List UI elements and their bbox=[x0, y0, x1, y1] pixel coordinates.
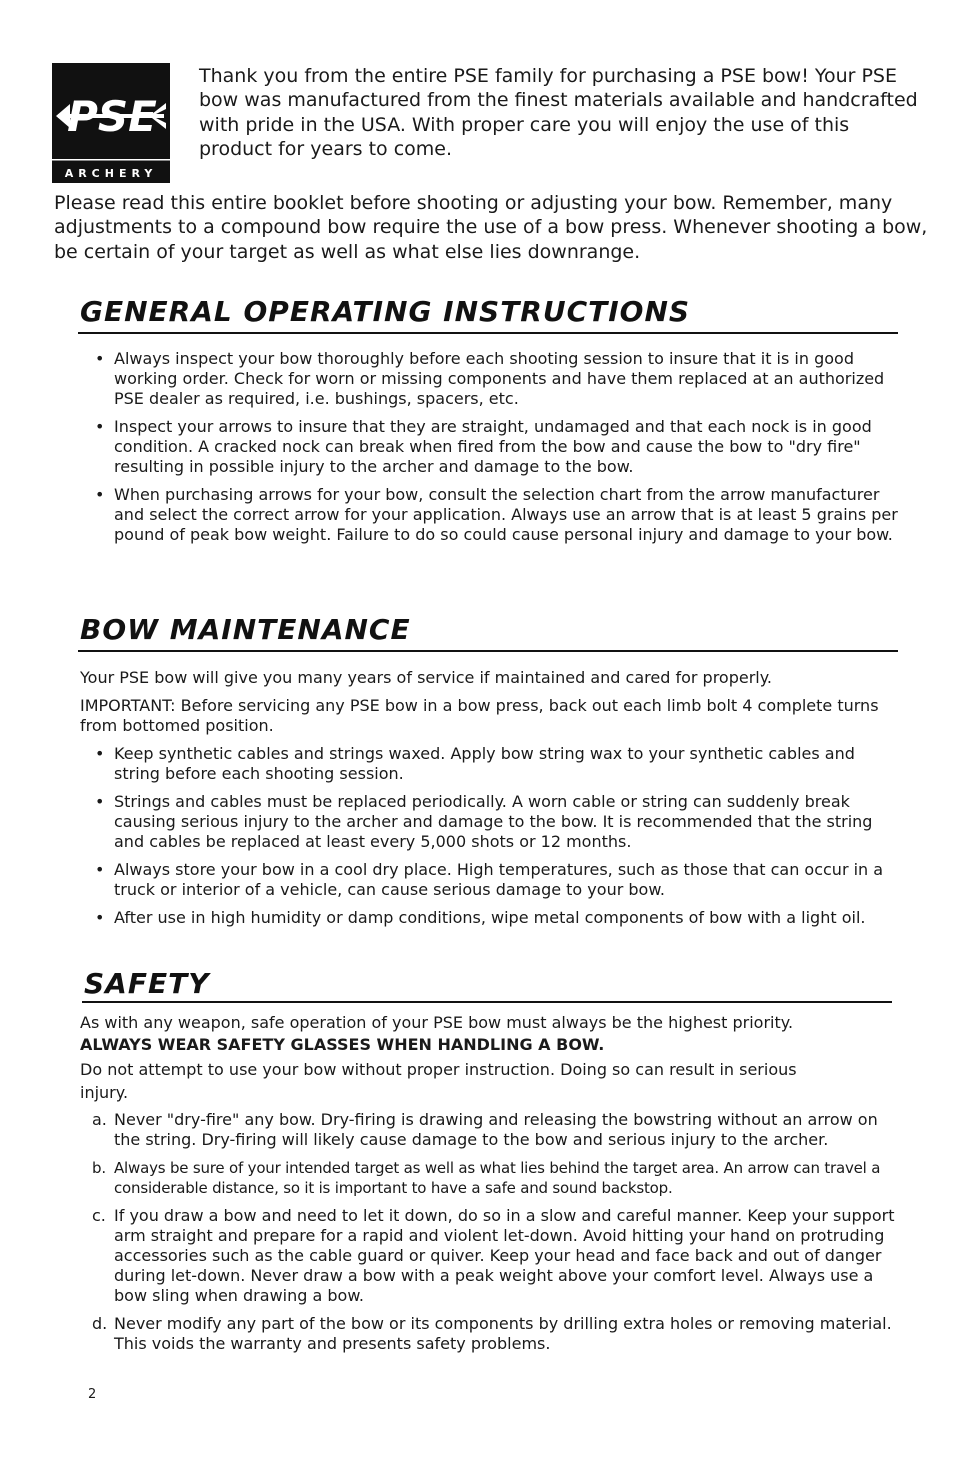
list-item-text: When purchasing arrows for your bow, consult the selection chart from the arrow manufacturer and select the correct arrow for your application. Always use an arrow that is at least 5 grains per pound of peak bow weight. Failure to do so could cause personal injury and damage to your bow. bbox=[114, 485, 898, 544]
list-item bbox=[80, 908, 900, 928]
list-item-text: Never "dry-fire" any bow. Dry-firing is drawing and releasing the bowstring without an arrow on the string. Dry-firing will likely cause damage to the bow and serious injury to the archer. bbox=[114, 1110, 878, 1149]
list-item bbox=[80, 417, 900, 477]
list-item bbox=[80, 744, 900, 784]
safety-instruction: Do not attempt to use your bow without proper instruction. Doing so can result in serious injury. bbox=[80, 1060, 797, 1102]
lead-paragraph bbox=[54, 191, 934, 264]
bullet: • bbox=[95, 417, 105, 436]
lead-text: Please read this entire booklet before shooting or adjusting your bow. Remember, many adjustments to a compound bow require the use of a bow press. Whenever shooting a bow, be certain of your target as well as what else lies downrange. bbox=[54, 192, 928, 263]
list-item bbox=[80, 1158, 900, 1198]
maintenance-block bbox=[80, 668, 900, 928]
list-item-text: Always inspect your bow thoroughly before each shooting session to insure that it is in good working order. Check for worn or missing components and have them replaced at an authorized PSE dealer as required, i.e. bushings, spacers, etc. bbox=[114, 349, 885, 408]
intro-paragraph bbox=[199, 64, 919, 161]
list-item-text: Never modify any part of the bow or its components by drilling extra holes or removing material. This voids the warranty and presents safety problems. bbox=[114, 1314, 892, 1353]
maintenance-heading: BOW MAINTENANCE bbox=[80, 613, 411, 646]
list-letter: a. bbox=[92, 1110, 107, 1129]
list-item-text: Always be sure of your intended target as well as what lies behind the target area. An arrow can travel a considerable distance, so it is important to have a safe and sound backstop. bbox=[114, 1159, 881, 1197]
list-item-text: Inspect your arrows to insure that they are straight, undamaged and that each nock is in good condition. A cracked nock can break when fired from the bow and cause the bow to "dry fire" resulting in possible injury to the archer and damage to the bow. bbox=[114, 417, 872, 476]
list-letter: d. bbox=[92, 1314, 108, 1333]
maintenance-rule bbox=[78, 650, 898, 652]
list-item-text: Always store your bow in a cool dry place. High temperatures, such as those that can occur in a truck or interior of a vehicle, can cause serious damage to your bow. bbox=[114, 860, 884, 899]
safety-block bbox=[80, 1013, 900, 1354]
list-item bbox=[80, 792, 900, 852]
safety-warning: ALWAYS WEAR SAFETY GLASSES WHEN HANDLING A BOW. bbox=[80, 1035, 605, 1054]
bullet: • bbox=[95, 792, 105, 811]
maintenance-intro: Your PSE bow will give you many years of service if maintained and cared for properly. bbox=[80, 668, 773, 687]
maintenance-list bbox=[80, 744, 900, 928]
bullet: • bbox=[95, 349, 105, 368]
general-rule bbox=[78, 332, 898, 334]
bullet: • bbox=[95, 744, 105, 763]
safety-heading: SAFETY bbox=[84, 967, 210, 1000]
list-item-text: After use in high humidity or damp conditions, wipe metal components of bow with a light oil. bbox=[114, 908, 866, 927]
logo-wordmark: PSE bbox=[67, 92, 157, 141]
list-item-text: Keep synthetic cables and strings waxed. Apply bow string wax to your synthetic cables and string before each shooting session. bbox=[114, 744, 855, 783]
bullet: • bbox=[95, 908, 105, 927]
list-letter: b. bbox=[92, 1159, 106, 1177]
general-list bbox=[80, 349, 900, 545]
list-item bbox=[80, 860, 900, 900]
safety-list bbox=[80, 1110, 900, 1354]
logo-mark bbox=[52, 63, 170, 183]
maintenance-important: IMPORTANT: Before servicing any PSE bow in a bow press, back out each limb bolt 4 complete turns from bottomed position. bbox=[80, 696, 879, 735]
safety-intro: As with any weapon, safe operation of your PSE bow must always be the highest priority. bbox=[80, 1013, 794, 1032]
list-item bbox=[80, 485, 900, 545]
intro-text: Thank you from the entire PSE family for purchasing a PSE bow! Your PSE bow was manufactured from the finest materials available and handcrafted with pride in the USA. With proper care you will enjoy the use of this product for years to come. bbox=[199, 65, 918, 160]
list-item-text: Strings and cables must be replaced periodically. A worn cable or string can suddenly break causing serious injury to the archer and damage to the bow. It is recommended that the string and cables be replaced at least every 5,000 shots or 12 months. bbox=[114, 792, 873, 851]
list-letter: c. bbox=[92, 1206, 106, 1225]
pse-archery-logo bbox=[52, 63, 170, 183]
list-item bbox=[80, 1110, 900, 1150]
bullet: • bbox=[95, 860, 105, 879]
bullet: • bbox=[95, 485, 105, 504]
list-item-text: If you draw a bow and need to let it down, do so in a slow and careful manner. Keep your support arm straight and prepare for a rapid and violent let-down. Avoid hitting your hand on protruding accessories such as the cable guard or quiver. Keep your head and face back and out of danger during let-down. Never draw a bow with a peak weight above your comfort level. Always use a bow sling when drawing a bow. bbox=[114, 1206, 895, 1305]
logo-tagline: ARCHERY bbox=[64, 167, 158, 180]
page-number: 2 bbox=[88, 1387, 97, 1402]
list-item bbox=[80, 1206, 900, 1306]
list-item bbox=[80, 349, 900, 409]
general-heading: GENERAL OPERATING INSTRUCTIONS bbox=[80, 295, 691, 328]
list-item bbox=[80, 1314, 900, 1354]
safety-rule bbox=[82, 1001, 892, 1003]
general-list-block bbox=[80, 349, 900, 545]
